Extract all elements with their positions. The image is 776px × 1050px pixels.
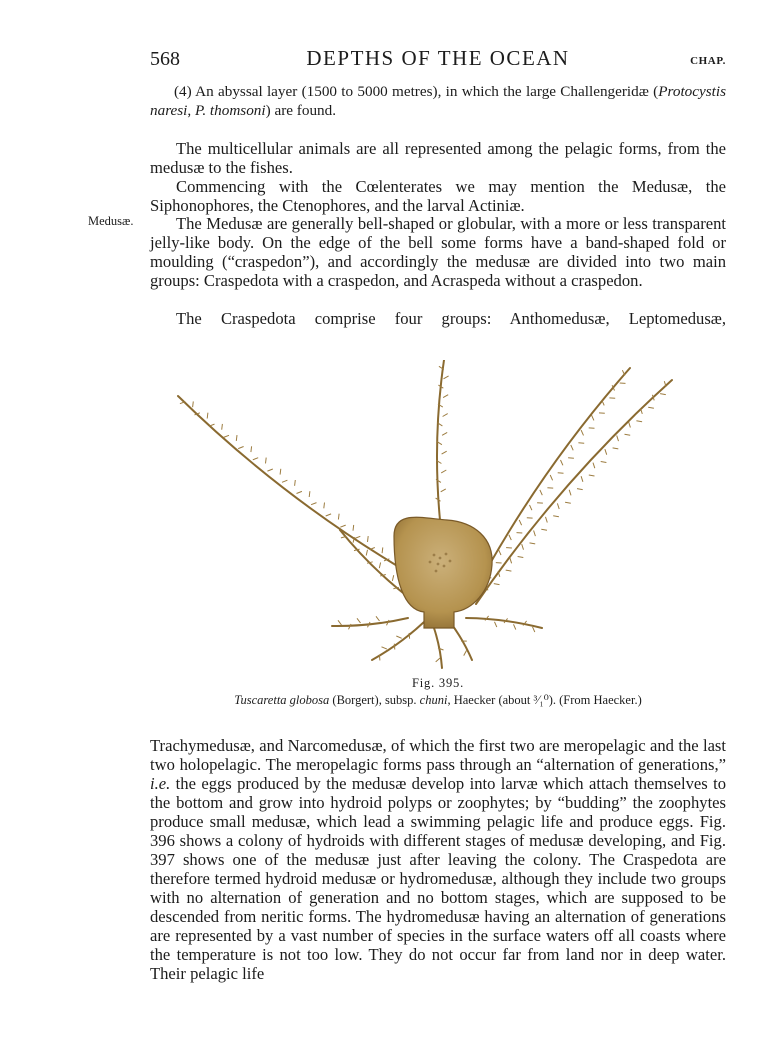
chapter-label: CHAP. [690, 55, 726, 67]
abyssal-layer-item: (4) An abyssal layer (1500 to 5000 metres), in which the large Challengeridæ (Protocystis naresi, P. thomsoni) are found. [150, 83, 727, 119]
spine-left-long-bristles [180, 401, 390, 561]
paragraph-medusae: The Medusæ are generally bell-shaped or globular, with a more or less transparent jelly-like body. On the edge of the bell some forms have a band-shaped fold or moulding (“craspedon”), and accordingly the medusæ are divided into two main groups: Craspedota with a craspedon, and Acraspeda without a craspedon. [150, 214, 726, 290]
page-header [150, 46, 726, 76]
abyssal-text: (4) An abyssal layer (1500 to 5000 metres), in which the large Challengeridæ [174, 83, 649, 100]
spine-right-2-bristles [486, 381, 666, 590]
spine-top [437, 360, 444, 520]
figure-395 [172, 360, 692, 670]
caption-rest: , Haecker (about ³⁄₁⁰). (From Haecker.) [447, 693, 642, 707]
paragraph-coelenterates: Commencing with the Cœlenterates we may mention the Medusæ, the Siphonophores, the Ctenophores, and the larval Actiniæ. [150, 177, 726, 215]
paragraph-continuation [150, 736, 726, 983]
species-thomsoni: P. thomsoni [195, 102, 266, 119]
continuation-part2: the eggs produced by the medusæ develop into larvæ which attach themselves to the bottom and grow into hydroid polyps or zoophytes; by “budding” the zoophytes produce small medusæ, which lead a swimming pelagic life and produce eggs. Fig. 396 shows a colony of hydroids with different stages of medusæ developing, and Fig. 397 shows one of the medusæ just after leaving the colony. The Craspedota are therefore termed hydroid medusæ or hydromedusæ, although they include two groups with no alternation of generation and no bottom stages, which are supposed to be descended from neritic forms. The hydromedusæ having an alternation of generations are represented by a vast number of species in the surface waters off all coasts where the temperature is not too low. They do not occur far from land nor in deep water. Their pelagic life [150, 774, 726, 983]
figure-number: Fig. 395. [412, 676, 464, 690]
abyssal-tail: ) are found. [265, 102, 337, 119]
figure-caption [150, 692, 726, 708]
paragraph-multicellular: The multicellular animals are all represented among the pelagic forms, from the medusæ to the fishes. [150, 139, 726, 177]
spine-left-long [178, 396, 404, 570]
tuscaretta-illustration [172, 360, 692, 670]
caption-species: Tuscaretta globosa [234, 693, 330, 707]
spine-bottom-left [372, 622, 424, 660]
margin-note-medusae: Medusæ. [88, 214, 134, 228]
paragraph-craspedota: The Craspedota comprise four groups: Anthomedusæ, Leptomedusæ, [176, 309, 726, 328]
caption-author: (Borgert), subsp. [329, 693, 420, 707]
caption-subspecies: chuni [419, 693, 448, 707]
running-title: DEPTHS OF THE OCEAN [306, 46, 570, 70]
species-protocystis: Protocystis naresi [150, 83, 727, 119]
continuation-ie: i.e. [150, 774, 171, 793]
spine-right-1 [470, 368, 630, 600]
species-separator: , [187, 102, 195, 119]
page-number: 568 [150, 48, 180, 70]
shell-body [394, 517, 492, 628]
continuation-part1: Trachymedusæ, and Narcomedusæ, of which the first two are meropelagic and the last two holopelagic. The meropelagic forms pass through an “alternation of generations,” [150, 736, 726, 774]
spine-right-1-bristles [478, 370, 626, 585]
